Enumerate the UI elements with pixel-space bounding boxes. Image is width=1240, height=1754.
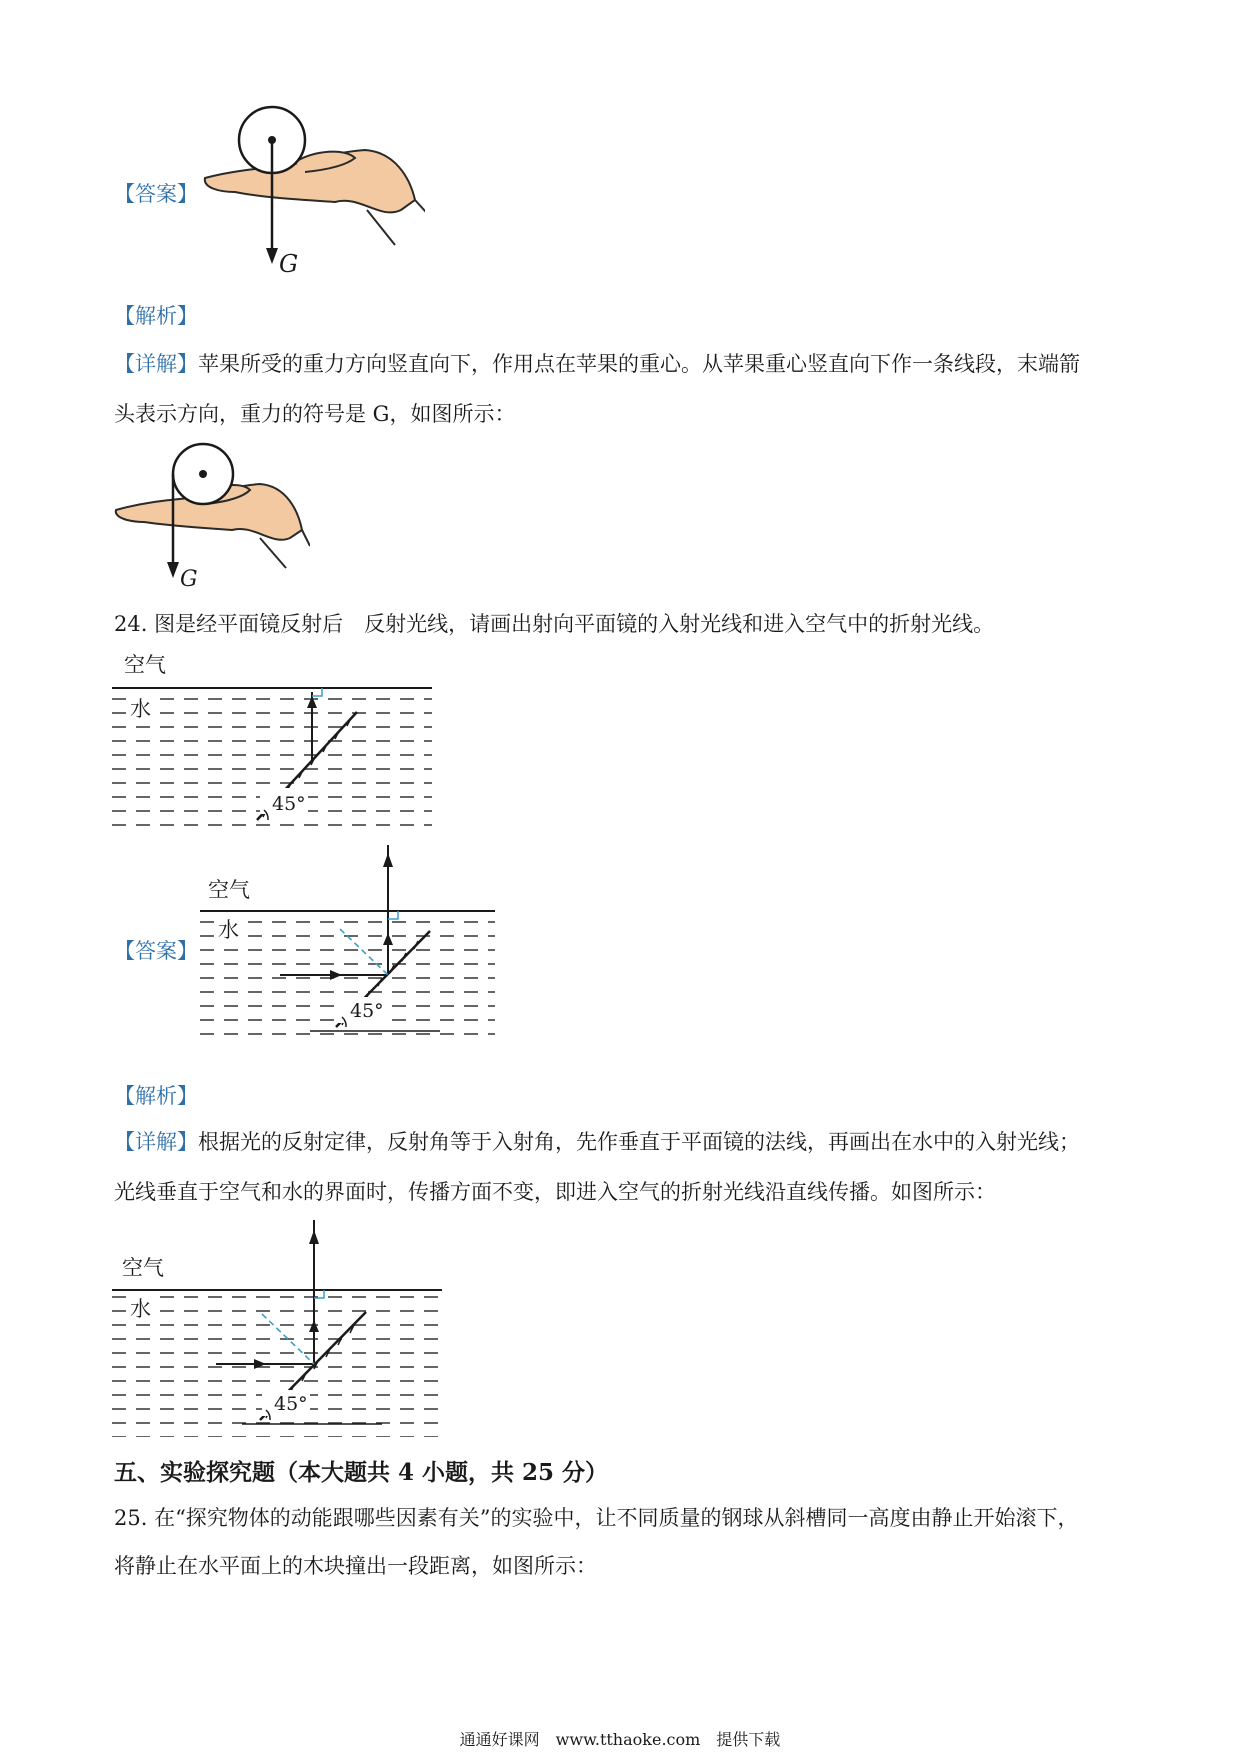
gravity-symbol-label-small: G	[180, 567, 198, 590]
q23-detail-line2: 头表示方向，重力的符号是 G，如图所示：	[114, 402, 516, 426]
water-label-3: 水	[130, 1297, 151, 1321]
page-footer: 通通好课网 www.tthaoke.com 提供下载	[459, 1730, 781, 1749]
angle-label-2: 45°	[350, 1000, 384, 1022]
q24-question-figure	[112, 650, 432, 840]
analysis-tag-2: 【解析】	[114, 1084, 198, 1108]
q23-detail-text1: 苹果所受的重力方向竖直向下，作用点在苹果的重心。从苹果重心竖直向下作一条线段，末端箭	[198, 352, 1080, 376]
q25-line1: 25. 在“探究物体的动能跟哪些因素有关”的实验中，让不同质量的钢球从斜槽同一高度由静止开始滚下，	[114, 1506, 1079, 1530]
q24-detail-figure	[112, 1220, 442, 1440]
gravity-arrow-head-small	[167, 562, 179, 578]
center-of-gravity-dot-small	[199, 470, 207, 478]
air-label-3: 空气	[122, 1256, 164, 1280]
q24-detail-line2: 光线垂直于空气和水的界面时，传播方面不变，即进入空气的折射光线沿直线传播。如图所示：	[114, 1180, 996, 1204]
answer-tag: 【答案】	[114, 182, 198, 206]
detail-tag: 【详解】	[114, 352, 198, 376]
water-region	[112, 690, 432, 838]
refracted-ray-arrow-3	[309, 1230, 319, 1244]
gravity-symbol-label: G	[279, 250, 299, 278]
gravity-arrow-head	[266, 248, 278, 264]
section5-title: 五、实验探究题（本大题共 4 小题，共 25 分）	[114, 1459, 609, 1486]
angle-label-3: 45°	[274, 1393, 308, 1415]
q24-answer-figure	[200, 845, 500, 1045]
water-region-2	[200, 913, 495, 1043]
hand-apple-figure-detail	[110, 440, 310, 590]
q24-detail-text1: 根据光的反射定律，反射角等于入射角，先作垂直于平面镜的法线，再画出在水中的入射光线；	[198, 1130, 1080, 1154]
hand-apple-figure-answer	[195, 100, 425, 280]
q24-detail-line1	[114, 1118, 1124, 1166]
air-label-2: 空气	[208, 878, 250, 902]
q24-question: 24. 图是经平面镜反射后 反射光线，请画出射向平面镜的入射光线和进入空气中的折射光线。	[114, 612, 995, 636]
air-label: 空气	[124, 653, 166, 677]
q23-detail-line1	[114, 340, 1124, 388]
water-label-2: 水	[218, 918, 239, 942]
refracted-ray-arrow	[383, 853, 393, 867]
answer-tag-2: 【答案】	[114, 939, 198, 963]
analysis-tag: 【解析】	[114, 304, 198, 328]
hand-shape	[205, 150, 425, 245]
angle-label: 45°	[272, 793, 306, 815]
detail-tag-2: 【详解】	[114, 1130, 198, 1154]
water-label: 水	[130, 697, 151, 721]
q25-line2: 将静止在水平面上的木块撞出一段距离，如图所示：	[114, 1554, 597, 1578]
